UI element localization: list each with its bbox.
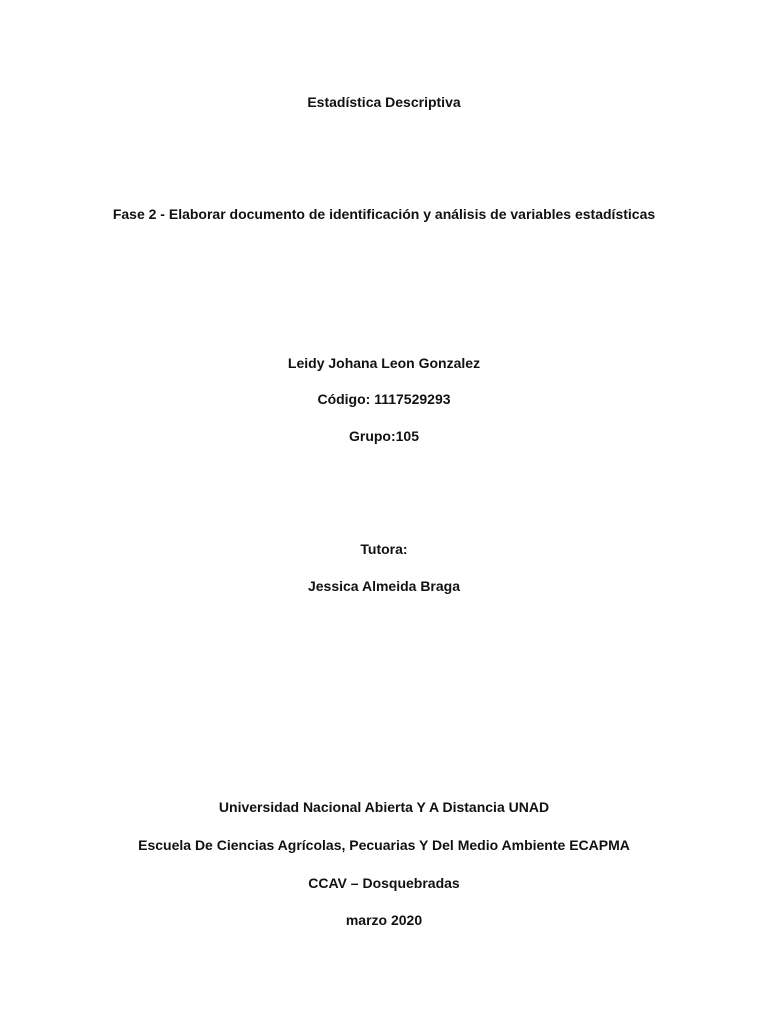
student-code: Código: 1117529293 bbox=[317, 391, 451, 407]
document-date: marzo 2020 bbox=[345, 912, 423, 928]
course-title: Estadística Descriptiva bbox=[307, 94, 461, 110]
university-name: Universidad Nacional Abierta Y A Distancia UNAD bbox=[218, 799, 550, 815]
student-name: Leidy Johana Leon Gonzalez bbox=[287, 355, 481, 371]
assignment-title: Fase 2 - Elaborar documento de identificación y análisis de variables estadísticas bbox=[112, 206, 656, 222]
group-number: Grupo:105 bbox=[348, 428, 419, 444]
tutor-name: Jessica Almeida Braga bbox=[307, 578, 460, 594]
tutor-label: Tutora: bbox=[360, 541, 408, 557]
center-name: CCAV – Dosquebradas bbox=[308, 875, 460, 891]
school-name: Escuela De Ciencias Agrícolas, Pecuarias Y Del Medio Ambiente ECAPMA bbox=[138, 837, 630, 853]
